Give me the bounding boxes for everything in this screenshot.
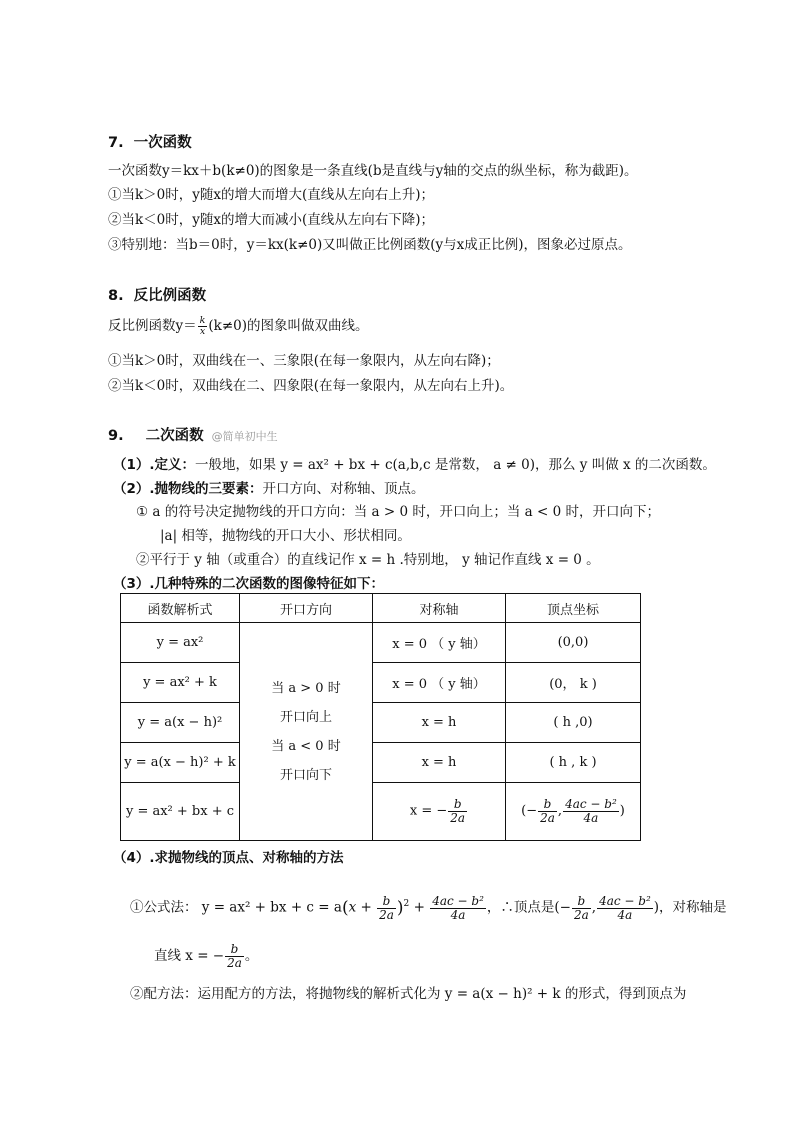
open-direction-cell: 当 a > 0 时 开口向上 当 a < 0 时 开口向下 xyxy=(240,623,373,841)
formula-cell: y = ax² xyxy=(121,623,240,663)
section-8-number: 8. xyxy=(108,288,124,304)
s8-line-3: ②当k＜0时，双曲线在二、四象限(在每一象限内，从左向右上升)。 xyxy=(108,378,514,394)
table-row xyxy=(121,743,641,783)
s9-three-elements xyxy=(113,480,425,498)
section-7-number: 7. xyxy=(108,135,124,151)
vertex-y-fraction: $\frac{\text{4ac − b²}}{4a}$ xyxy=(565,797,617,825)
table-row xyxy=(121,663,641,703)
vertex-cell: (− $\frac{b}{2a}$ , $\frac{\text{4ac − b²}}{4a}$ ) xyxy=(506,783,641,841)
s7-line-3: ②当k＜0时，y随x的增大而减小(直线从左向右下降)； xyxy=(108,212,435,228)
section-8-heading xyxy=(108,286,206,306)
s9-abs-a: |a| 相等，抛物线的开口大小、形状相同。 xyxy=(160,528,411,544)
formula-cell: y = ax² + bx + c xyxy=(121,783,240,841)
table-header: 开口方向 xyxy=(240,594,373,623)
axis-cell: x = 0 （ y 轴） xyxy=(373,623,506,663)
completing-square-method: ②配方法：运用配方的方法，将抛物线的解析式化为 y = a(x − h)² + k 的形式，得到顶点为 xyxy=(130,986,687,1002)
table-header: 对称轴 xyxy=(373,594,506,623)
axis-cell: x = h xyxy=(373,743,506,783)
formula-cell: y = a(x − h)² + k xyxy=(121,743,240,783)
s8-line-1-post: (k≠0)的图象叫做双曲线。 xyxy=(208,317,369,334)
s9-methods-label: （4）.求抛物线的顶点、对称轴的方法 xyxy=(113,850,344,866)
axis-cell: x = 0 （ y 轴） xyxy=(373,663,506,703)
axis-line-statement: 直线 x = − $\frac{b}{2a}$ 。 xyxy=(154,942,259,970)
s7-line-4: ③特别地：当b＝0时，y＝kx(k≠0)又叫做正比例函数(y与x成正比例)，图象必过原点。 xyxy=(108,237,632,253)
vertex-cell: ( h ,0) xyxy=(506,703,641,743)
table-header: 函数解析式 xyxy=(121,594,240,623)
formula-method: ①公式法： y = ax² + bx + c = a(x + $\frac{b}{2a}$ )$^2$ + $\frac{\text{4ac − b²}}{4a}$ ，∴顶点是(− $\frac{b}{2a}$ , $\frac{\text{4ac − b²}}{4a}$ )，对称轴是 xyxy=(130,893,727,922)
table-row xyxy=(121,783,641,841)
b-over-2a-fraction: $\frac{b}{2a}$ xyxy=(450,797,466,825)
s9-three-elements-text: 开口方向、对称轴、顶点。 xyxy=(262,481,425,497)
vertex-cell: ( h , k ) xyxy=(506,743,641,783)
formula-cell: y = ax² + k xyxy=(121,663,240,703)
s9-definition-label: （1）.定义： xyxy=(113,457,196,473)
formula-cell: y = a(x − h)² xyxy=(121,703,240,743)
s8-line-2: ①当k＞0时，双曲线在一、三象限(在每一象限内，从左向右降)； xyxy=(108,353,500,369)
section-7-heading xyxy=(108,133,192,153)
section-9-title: 二次函数 xyxy=(145,428,204,444)
table-row xyxy=(121,703,641,743)
section-9-number: 9. xyxy=(108,428,124,444)
table-header-row xyxy=(121,594,641,623)
quadratic-table xyxy=(120,593,641,841)
watermark: @简单初中生 xyxy=(211,430,278,443)
s9-sign-of-a: ① a 的符号决定抛物线的开口方向：当 a > 0 时，开口向上；当 a < 0 时，开口向下； xyxy=(136,504,660,520)
section-9-heading xyxy=(108,426,278,447)
section-8-title: 反比例函数 xyxy=(133,288,207,304)
formula-method-pre: ①公式法： y = ax² + bx + c = a xyxy=(130,899,342,916)
table-row xyxy=(121,623,641,663)
formula-method-post: )，对称轴是 xyxy=(653,899,727,916)
axis-cell: x = h xyxy=(373,703,506,743)
k-over-x-fraction: $\frac{k}{x}$ xyxy=(199,315,206,337)
s9-three-elements-label: （2）.抛物线的三要素： xyxy=(113,481,263,497)
s7-line-2: ①当k＞0时，y随x的增大而增大(直线从左向右上升)； xyxy=(108,187,435,203)
s7-line-1: 一次函数y＝kx＋b(k≠0)的图象是一条直线(b是直线与y轴的交点的纵坐标，称为截距)。 xyxy=(108,163,638,179)
formula-method-mid: ，∴顶点是(− xyxy=(486,899,571,916)
s8-line-1-pre: 反比例函数y＝ xyxy=(108,317,197,334)
s9-definition xyxy=(113,456,716,474)
section-7-title: 一次函数 xyxy=(133,135,192,151)
s9-definition-text: 一般地，如果 y = ax² + bx + c(a,b,c 是常数， a ≠ 0)，那么 y 叫做 x 的二次函数。 xyxy=(195,457,716,473)
s9-special-label: （3）.几种特殊的二次函数的图像特征如下： xyxy=(113,576,385,592)
axis-cell: x = − $\frac{b}{2a}$ xyxy=(373,783,506,841)
s9-parallel-line: ②平行于 y 轴（或重合）的直线记作 x = h .特别地， y 轴记作直线 x = 0 。 xyxy=(136,552,600,568)
s8-line-1 xyxy=(108,316,369,337)
vertex-cell: (0,0) xyxy=(506,623,641,663)
table-header: 顶点坐标 xyxy=(506,594,641,623)
vertex-cell: (0， k ) xyxy=(506,663,641,703)
vertex-x-fraction: $\frac{b}{2a}$ xyxy=(540,797,555,825)
